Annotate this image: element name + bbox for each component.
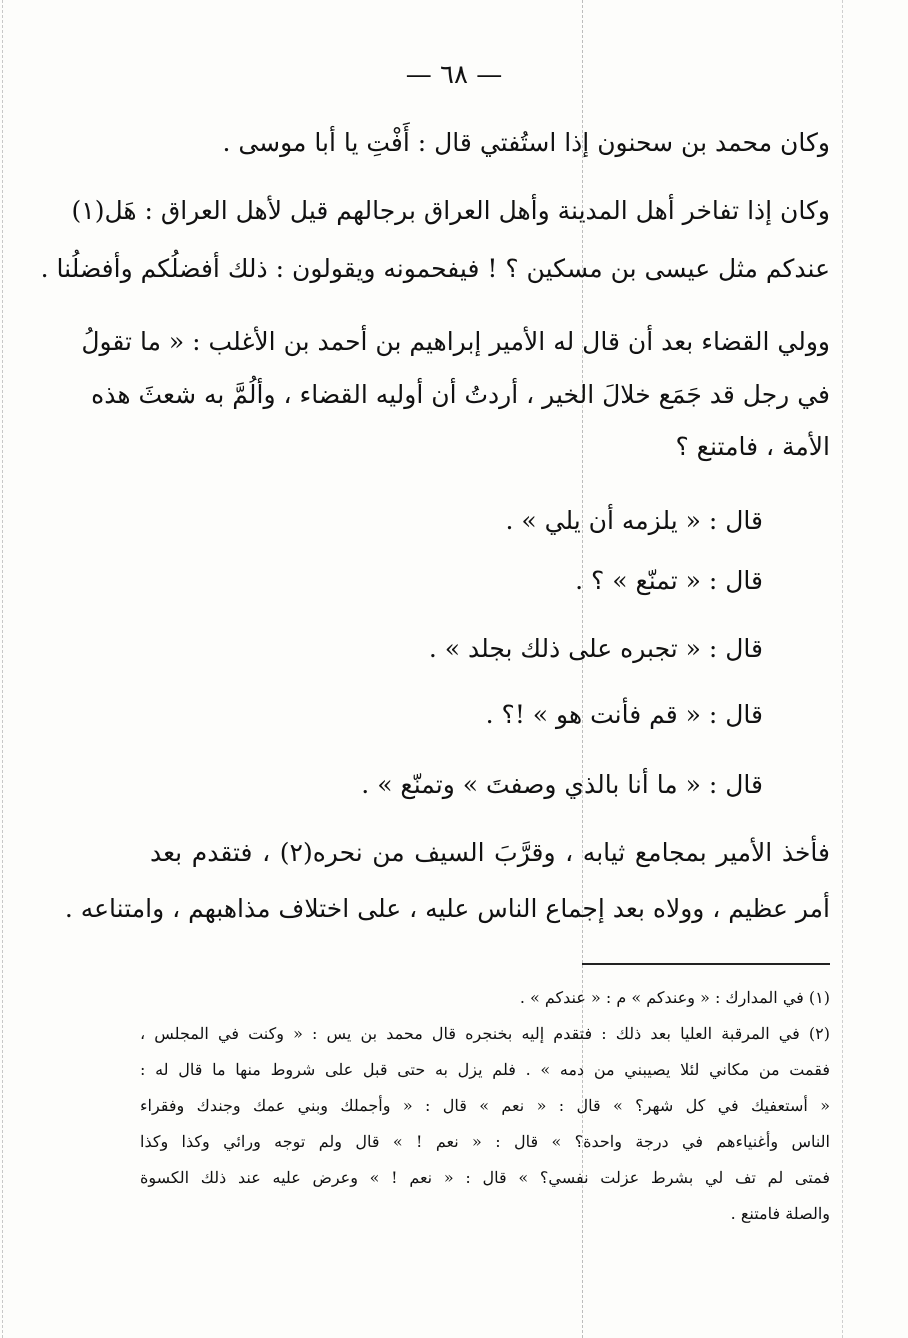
footnote-2-line-4: الناس وأغنياءهم في درجة واحدة؟ » قال : « نعم ! » قال ولم توجه ورائي وكذا وكذا [140, 1132, 830, 1151]
dialogue-line-4: قال : « قم فأنت هو » !؟ . [485, 700, 763, 729]
scan-guide-left [2, 0, 3, 1338]
paragraph-1-line-1: وكان محمد بن سحنون إذا استُفتي قال : أَفْتِ يا أبا موسى . [222, 128, 830, 157]
dialogue-line-5: قال : « ما أنا بالذي وصفتَ » وتمنّع » . [361, 770, 763, 799]
footnote-2-line-2: فقمت من مكاني لئلا يصيبني من دمه » . فلم يزل به حتى قبل على شروط منها ما قال له : [140, 1060, 830, 1079]
footnote-1: (١) في المدارك : « وعندكم » م : « عندكم » . [519, 988, 830, 1007]
footnote-2-line-3: « أستعفيك في كل شهر؟ » قال : « نعم » قال : « وأجملك وبني عمك وجندك وفقراء [140, 1096, 830, 1115]
footnote-2-line-6: والصلة فامتنع . [730, 1204, 830, 1223]
footnote-2-line-5: فمتى لم تف لي بشرط عزلت نفسي؟ » قال : « نعم ! » وعرض عليه عند ذلك الكسوة [140, 1168, 830, 1187]
paragraph-3-line-2: في رجل قد جَمَع خلالَ الخير ، أردتُ أن أوليه القضاء ، وألُمَّ به شعثَ هذه [91, 380, 830, 409]
paragraph-4-line-1: فأخذ الأمير بمجامع ثيابه ، وقرَّبَ السيف من نحره(٢) ، فتقدم بعد [150, 838, 830, 867]
paragraph-2-line-1: وكان إذا تفاخر أهل المدينة وأهل العراق برجالهم قيل لأهل العراق : هَل(١) [71, 196, 830, 225]
paragraph-3-line-3: الأمة ، فامتنع ؟ [675, 432, 830, 461]
paragraph-2-line-2: عندكم مثل عيسى بن مسكين ؟ ! فيفحمونه ويقولون : ذلك أفضلُكم وأفضلُنا . [40, 254, 830, 283]
footnote-2-line-1: (٢) في المرقبة العليا بعد ذلك : فتقدم إليه بخنجره قال محمد بن يس : « وكنت في المجلس ، [140, 1024, 831, 1043]
paragraph-4-line-2: أمر عظيم ، وولاه بعد إجماع الناس عليه ، على اختلاف مذاهبهم ، وامتناعه . [64, 894, 830, 923]
dialogue-line-2: قال : « تمنّع » ؟ . [575, 566, 763, 595]
footnote-separator [582, 963, 830, 965]
scan-guide-right [842, 0, 843, 1338]
dialogue-line-3: قال : « تجبره على ذلك بجلد » . [428, 634, 763, 663]
page-number: — ٦٨ — [405, 60, 503, 90]
paragraph-3-line-1: وولي القضاء بعد أن قال له الأمير إبراهيم بن أحمد بن الأغلب : « ما تقولُ [81, 327, 830, 356]
dialogue-line-1: قال : « يلزمه أن يلي » . [505, 506, 763, 535]
